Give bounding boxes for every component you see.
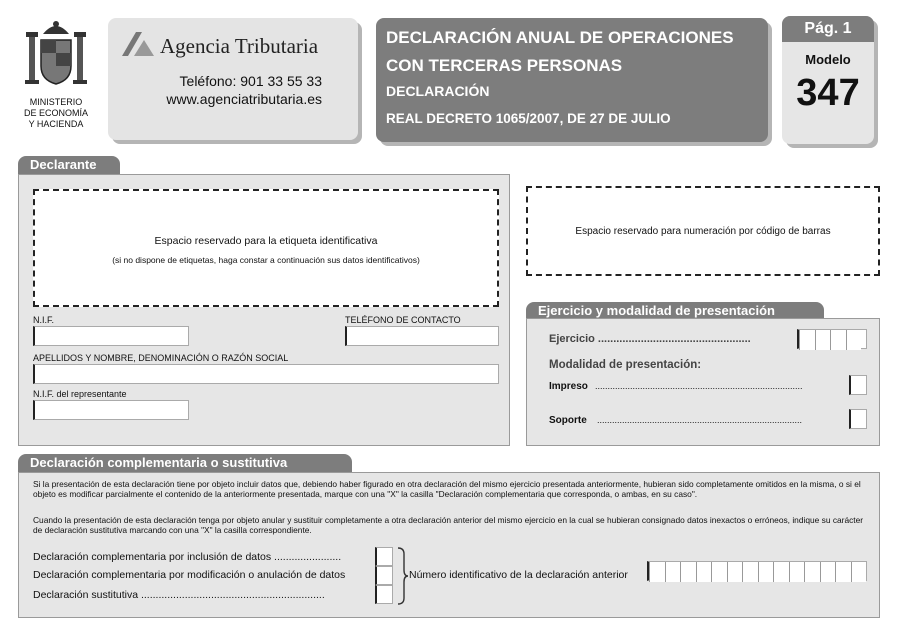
ejercicio-panel xyxy=(526,318,880,446)
barcode-reserved-space xyxy=(526,186,880,276)
complementaria-section-title: Declaración complementaria o sustitutiva xyxy=(18,454,352,472)
ejercicio-section-title: Ejercicio y modalidad de presentación xyxy=(526,302,824,320)
coat-of-arms-icon xyxy=(21,18,91,90)
label-space-note: (si no dispone de etiquetas, haga constar a continuación sus datos identificativos) xyxy=(112,255,420,265)
nif-label: N.I.F. xyxy=(33,315,55,325)
brace-icon xyxy=(396,547,408,605)
label-reserved-space xyxy=(33,189,499,307)
modelo-label: Modelo xyxy=(805,52,851,67)
complementaria-inclusion-checkbox[interactable] xyxy=(375,547,393,566)
impreso-leader: ................................................................................... xyxy=(595,381,803,391)
soporte-leader: .................................................................................. xyxy=(597,415,803,425)
form-type: DECLARACIÓN xyxy=(386,83,490,99)
declarante-panel xyxy=(18,174,510,446)
numero-identificativo-label: Número identificativo de la declaración anterior xyxy=(409,569,628,581)
complementaria-inclusion-label: Declaración complementaria por inclusión de datos ....................... xyxy=(33,551,342,563)
agency-contact xyxy=(166,72,322,108)
modelo-number: 347 xyxy=(796,72,860,114)
agency-name: Agencia Tributaria xyxy=(160,34,319,58)
complementaria-paragraph-1: Si la presentación de esta declaración tiene por objeto incluir datos que, debiendo haber figurado en otra declaración del mismo ejercicio presentada anteriormente, hubieran sido completamente omitidos en la misma, o si el objeto es modificar parcialmente el contenido de la anteriormente presentada, marque con una "X" la casilla "Declaración complementaria que corresponda, o ambas, en su caso". xyxy=(33,479,861,500)
form-title-line2: CON TERCERAS PERSONAS xyxy=(386,56,623,75)
nif-representante-label: N.I.F. del representante xyxy=(33,389,127,399)
sustitutiva-label: Declaración sustitutiva ............................................................... xyxy=(33,589,325,601)
ministry-line: Y HACIENDA xyxy=(28,119,84,129)
soporte-label: Soporte xyxy=(549,415,587,426)
ejercicio-label: Ejercicio .................................................. xyxy=(549,333,751,345)
apellidos-field[interactable] xyxy=(33,364,499,384)
complementaria-modificacion-checkbox[interactable] xyxy=(375,566,393,585)
agency-phone: Teléfono: 901 33 55 33 xyxy=(179,73,322,89)
modalidad-label: Modalidad de presentación: xyxy=(549,359,702,371)
form-title-box xyxy=(376,18,768,142)
complementaria-paragraph-2: Cuando la presentación de esta declaración tenga por objeto anular y sustituir completamente a otra declaración anterior del mismo ejercicio en la cual se hubieran consignado datos inexactos o erróneos, indique su carácter de declaración sustitutiva marcando con una "X" la casilla correspondiente. xyxy=(33,515,864,536)
ministry-line: DE ECONOMÍA xyxy=(23,108,88,118)
complementaria-modificacion-label: Declaración complementaria por modificación o anulación de datos xyxy=(33,569,346,581)
form-title-line1: DECLARACIÓN ANUAL DE OPERACIONES xyxy=(386,28,734,47)
agency-box xyxy=(108,18,358,140)
numero-identificativo-field[interactable] xyxy=(647,561,867,581)
ministry-emblem xyxy=(14,18,98,130)
sustitutiva-checkbox[interactable] xyxy=(375,585,393,604)
ministry-line: MINISTERIO xyxy=(29,97,83,107)
declarante-section-title: Declarante xyxy=(18,156,120,174)
ejercicio-year-field[interactable] xyxy=(797,329,867,349)
nif-representante-field[interactable] xyxy=(33,400,189,420)
legal-reference: REAL DECRETO 1065/2007, DE 27 DE JULIO xyxy=(386,111,671,126)
agency-website[interactable]: www.agenciatributaria.es xyxy=(166,91,322,107)
apellidos-label: APELLIDOS Y NOMBRE, DENOMINACIÓN O RAZÓN SOCIAL xyxy=(33,353,289,363)
barcode-space-text: Espacio reservado para numeración por código de barras xyxy=(575,226,831,237)
label-space-text: Espacio reservado para la etiqueta identificativa xyxy=(154,235,378,247)
soporte-checkbox[interactable] xyxy=(849,409,867,429)
telefono-label: TELÉFONO DE CONTACTO xyxy=(345,315,461,325)
telefono-field[interactable] xyxy=(345,326,499,346)
page-model-box xyxy=(782,16,874,144)
complementaria-panel xyxy=(18,472,880,618)
nif-field[interactable] xyxy=(33,326,189,346)
agency-logo-icon xyxy=(120,30,156,60)
impreso-checkbox[interactable] xyxy=(849,375,867,395)
page-number: Pág. 1 xyxy=(782,16,874,42)
impreso-label: Impreso xyxy=(549,381,588,392)
